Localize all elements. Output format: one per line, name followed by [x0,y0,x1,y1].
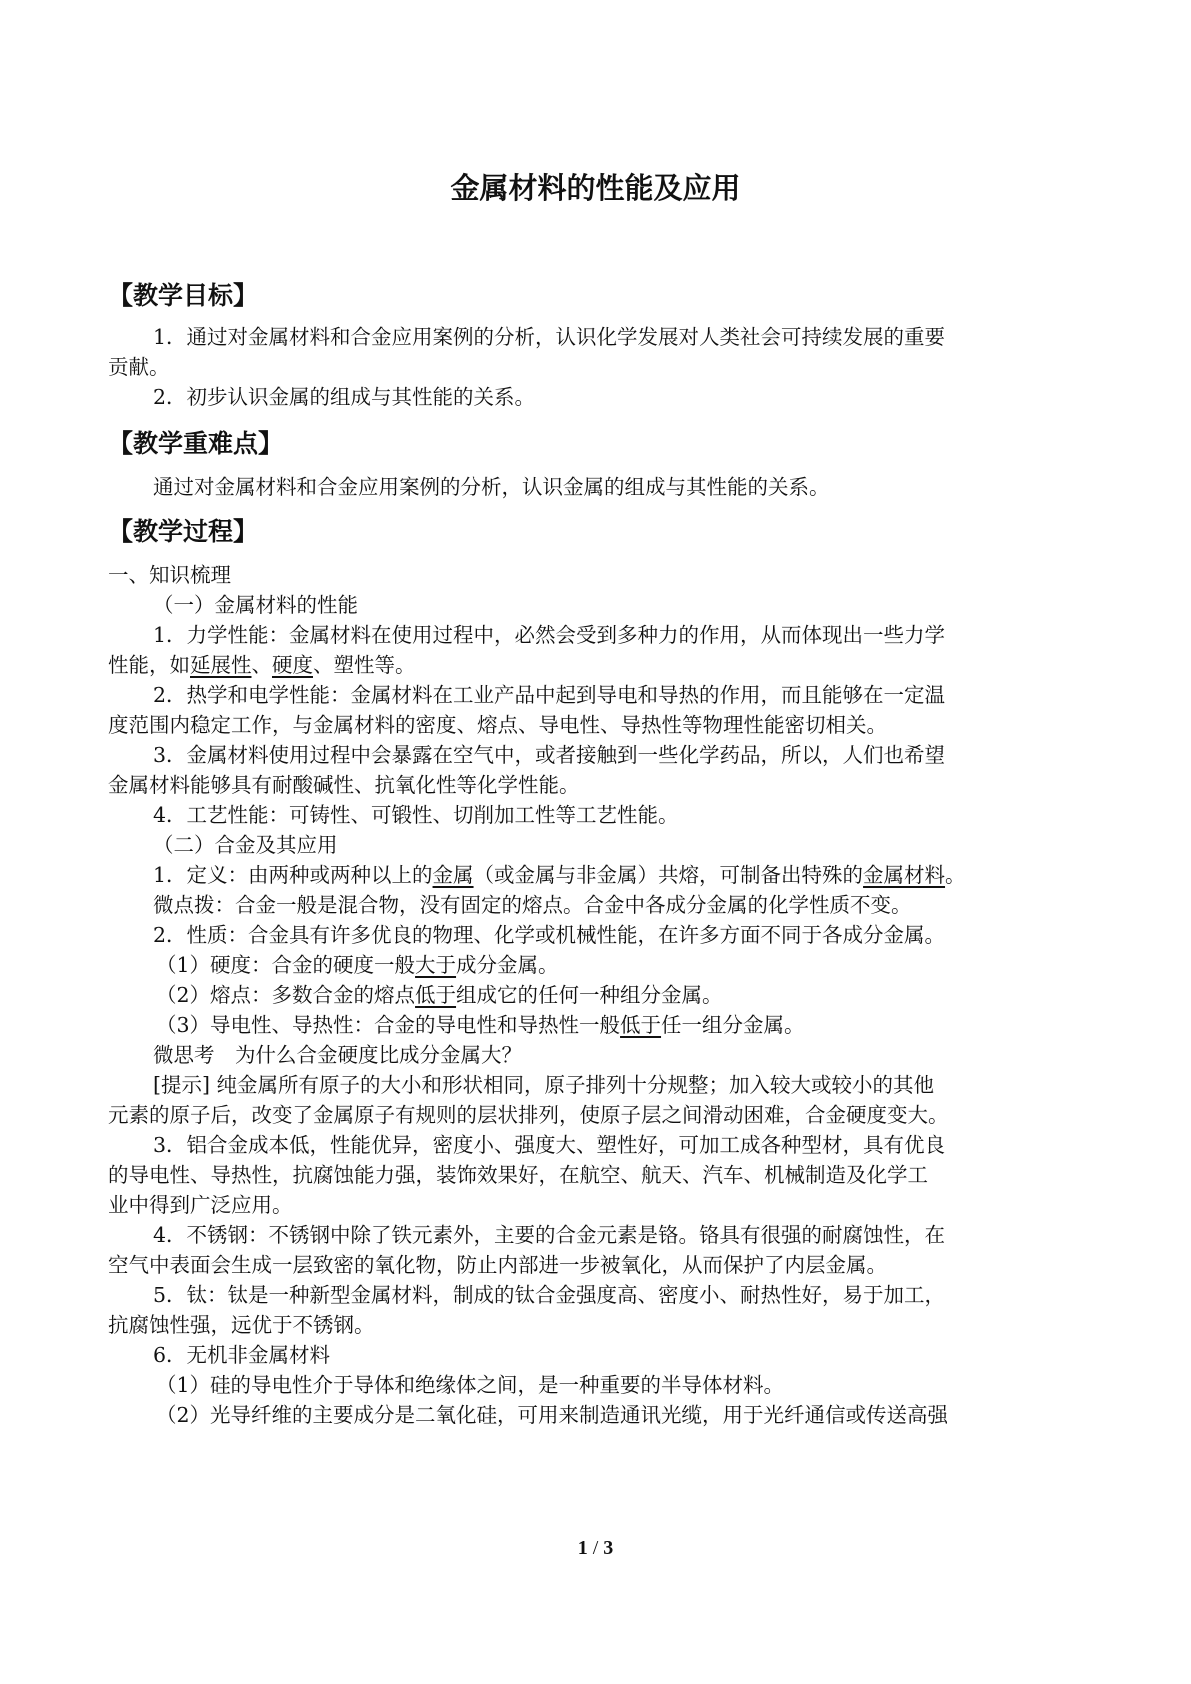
para-chemical-1: 3．金属材料使用过程中会暴露在空气中，或者接触到一些化学药品，所以，人们也希望 [153,743,946,767]
underline-greater-than: 大于 [415,953,457,977]
subsection-alloys: （二）合金及其应用 [153,833,338,857]
goal-2: 2．初步认识金属的组成与其性能的关系。 [153,385,536,409]
underline-lower-than-2: 低于 [620,1013,662,1037]
para-titanium-1: 5．钛：钛是一种新型金属材料，制成的钛合金强度高、密度小、耐热性好，易于加工， [153,1283,946,1307]
para-alloy-definition: 1．定义：由两种或两种以上的金属（或金属与非金属）共熔，可制备出特殊的金属材料。 [153,863,966,887]
heading-key-points: 【教学重难点】 [108,429,284,458]
underline-lower-than-1: 低于 [415,983,457,1007]
underline-ductility: 延展性 [190,653,252,677]
para-alloy-properties: 2．性质：合金具有许多优良的物理、化学或机械性能，在许多方面不同于各成分金属。 [153,923,946,947]
item-conductivity: （3）导电性、导热性：合金的导电性和导热性一般低于任一组分金属。 [156,1013,805,1037]
para-hint-2: 元素的原子后，改变了金属原子有规则的层状排列，使原子层之间滑动困难，合金硬度变大。 [108,1103,949,1127]
part-knowledge-review: 一、知识梳理 [108,563,231,587]
item-optical-fiber: （2）光导纤维的主要成分是二氧化硅，可用来制造通讯光缆，用于光纤通信或传送高强 [156,1403,949,1427]
document-title: 金属材料的性能及应用 [450,171,741,205]
para-thermal-1: 2．热学和电学性能：金属材料在工业产品中起到导电和导热的作用，而且能够在一定温 [153,683,946,707]
item-silicon: （1）硅的导电性介于导体和绝缘体之间，是一种重要的半导体材料。 [156,1373,785,1397]
goal-1-cont: 贡献。 [108,355,170,379]
goal-1: 1．通过对金属材料和合金应用案例的分析，认识化学发展对人类社会可持续发展的重要 [153,325,946,349]
para-mechanical-2: 性能，如延展性、硬度、塑性等。 [108,653,416,677]
subsection-metal-properties: （一）金属材料的性能 [153,593,358,617]
item-hardness: （1）硬度：合金的硬度一般大于成分金属。 [156,953,559,977]
para-aluminum-3: 业中得到广泛应用。 [108,1193,293,1217]
para-aluminum-2: 的导电性、导热性，抗腐蚀能力强，装饰效果好，在航空、航天、汽车、机械制造及化学工 [108,1163,928,1187]
underline-metal-material: 金属材料 [863,863,946,887]
para-hint-1: [提示] 纯金属所有原子的大小和形状相同，原子排列十分规整；加入较大或较小的其他 [153,1073,935,1097]
para-inorganic: 6．无机非金属材料 [153,1343,331,1367]
key-points-text: 通过对金属材料和合金应用案例的分析，认识金属的组成与其性能的关系。 [153,475,830,499]
underline-hardness: 硬度 [272,653,313,677]
para-process-properties: 4．工艺性能：可铸性、可锻性、切削加工性等工艺性能。 [153,803,679,827]
para-chemical-2: 金属材料能够具有耐酸碱性、抗氧化性等化学性能。 [108,773,580,797]
para-stainless-1: 4．不锈钢：不锈钢中除了铁元素外，主要的合金元素是铬。铬具有很强的耐腐蚀性，在 [153,1223,946,1247]
para-micro-think: 微思考 为什么合金硬度比成分金属大？ [153,1043,522,1067]
para-micro-tip: 微点拨：合金一般是混合物，没有固定的熔点。合金中各成分金属的化学性质不变。 [153,893,912,917]
page-number: 1 / 3 [577,1537,614,1559]
item-melting-point: （2）熔点：多数合金的熔点低于组成它的任何一种组分金属。 [156,983,723,1007]
para-aluminum-1: 3．铝合金成本低，性能优异，密度小、强度大、塑性好，可加工成各种型材，具有优良 [153,1133,946,1157]
para-titanium-2: 抗腐蚀性强，远优于不锈钢。 [108,1313,375,1337]
para-mechanical-1: 1．力学性能：金属材料在使用过程中，必然会受到多种力的作用，从而体现出一些力学 [153,623,946,647]
heading-teaching-goals: 【教学目标】 [108,281,259,310]
underline-metal: 金属 [432,863,474,887]
heading-teaching-process: 【教学过程】 [108,517,259,546]
para-stainless-2: 空气中表面会生成一层致密的氧化物，防止内部进一步被氧化，从而保护了内层金属。 [108,1253,887,1277]
para-thermal-2: 度范围内稳定工作，与金属材料的密度、熔点、导电性、导热性等物理性能密切相关。 [108,713,887,737]
